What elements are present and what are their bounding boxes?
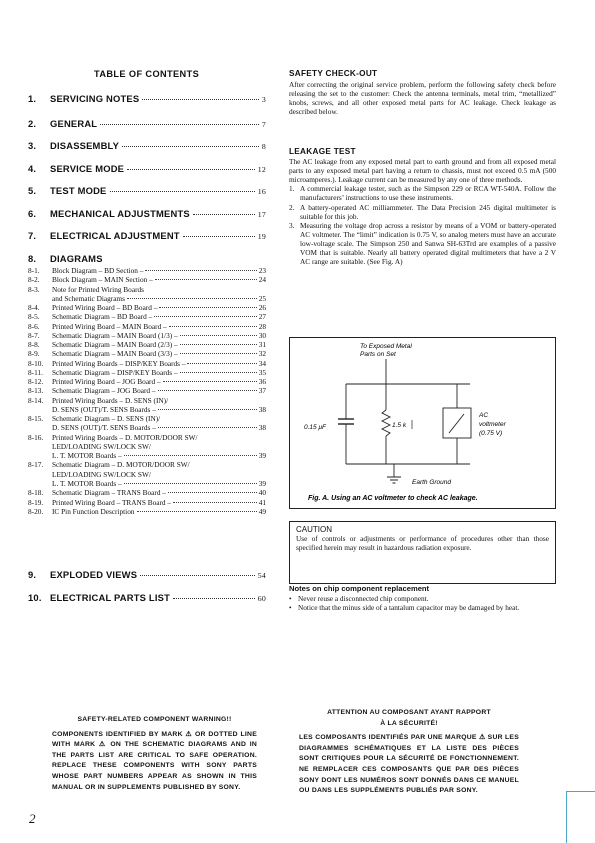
toc-leader-dots xyxy=(187,363,256,364)
toc-entry-label: LED/LOADING SW/LOCK SW/ xyxy=(52,441,151,451)
toc-entry-label: Printed Wiring Board – JOG Board – xyxy=(52,377,161,387)
toc-entry-label: Block Diagram – MAIN Section – xyxy=(52,275,153,285)
toc-entry-page: 24 xyxy=(258,275,266,285)
toc-entry-page: 39 xyxy=(258,478,266,488)
safety-checkout-section xyxy=(289,69,556,116)
ground-label: Earth Ground xyxy=(412,479,452,486)
toc-entry-label: GENERAL xyxy=(50,118,98,129)
toc-entry-label: Printed Wiring Board – BD Board – xyxy=(52,303,158,313)
toc-entry-page: 38 xyxy=(258,423,266,433)
toc-leader-dots xyxy=(100,124,259,125)
toc-leader-dots xyxy=(180,353,257,354)
toc-entry-number: 8-8. xyxy=(28,340,40,350)
toc-entry-page: 39 xyxy=(258,451,266,461)
toc-entry-page: 7 xyxy=(261,120,266,129)
toc-leader-dots xyxy=(193,214,255,215)
toc-entry-label: Schematic Diagram – DISP/KEY Boards – xyxy=(52,367,178,377)
toc-entry-number: 6. xyxy=(28,208,37,219)
toc-entry[interactable] xyxy=(28,569,266,580)
toc-entry-label: ELECTRICAL PARTS LIST xyxy=(50,592,170,603)
toc-entry-label: D. SENS (OUT)/T. SENS Boards – xyxy=(52,423,156,433)
figure-label-top-2: Parts on Set xyxy=(360,351,396,358)
toc-diagram-entry[interactable] xyxy=(28,460,266,469)
toc-leader-dots xyxy=(124,483,257,484)
toc-leader-dots xyxy=(173,502,257,503)
toc-diagram-entry[interactable] xyxy=(28,423,266,432)
toc-entry-label: SERVICE MODE xyxy=(50,163,125,174)
toc-entry-number: 8. xyxy=(28,253,37,264)
toc-entry-page: 49 xyxy=(258,506,266,516)
toc-leader-dots xyxy=(127,169,255,170)
toc-diagram-entry[interactable] xyxy=(28,349,266,358)
toc-leader-dots xyxy=(168,492,257,493)
toc-entry-number: 8-17. xyxy=(28,460,44,470)
toc-entry-number: 8-16. xyxy=(28,432,44,442)
toc-leader-dots xyxy=(180,335,257,336)
toc-entry-label: L. T. MOTOR Boards – xyxy=(52,451,122,461)
toc-diagram-entry[interactable] xyxy=(28,451,266,460)
toc-entry-page: 30 xyxy=(258,330,266,340)
toc-entry-label: Note for Printed Wiring Boards xyxy=(52,284,144,294)
toc-diagram-entry[interactable] xyxy=(28,377,266,386)
toc-title: TABLE OF CONTENTS xyxy=(94,69,200,79)
toc-entry-number: 8-13. xyxy=(28,386,44,396)
toc-diagram-entry[interactable] xyxy=(28,294,266,303)
toc-diagram-entry[interactable] xyxy=(28,340,266,349)
list-item: 2. A battery-operated AC milliammeter. The Data Precision 245 digital multimeter is suitable for this job. xyxy=(289,202,556,221)
list-item: 3. Measuring the voltage drop across a resistor by means of a VOM or battery-operated AC voltmeter. The “limit” indication is 0.75 V, so analog meters must have an accurate low-voltage scale. The Simpson 250 and Sanwa SH-63Trd are examples of a passive VOM that is suitable. Nearly all battery operated digital multimeters that have a 2 V AC range are suitable. (See Fig. A) xyxy=(289,220,556,267)
toc-entry-page: 31 xyxy=(258,340,266,350)
meter-label-3: (0.75 V) xyxy=(479,430,503,437)
safety-warning-english xyxy=(52,715,257,793)
toc-entry-page: 12 xyxy=(257,165,266,174)
warning-fr-title-1: ATTENTION AU COMPOSANT AYANT RAPPORT xyxy=(327,709,491,716)
toc-entry-label: DIAGRAMS xyxy=(50,253,103,264)
toc-entry-label: IC Pin Function Description xyxy=(52,506,135,516)
toc-leader-dots xyxy=(158,409,257,410)
toc-entry-number: 8-7. xyxy=(28,330,40,340)
toc-entry-page: 27 xyxy=(258,312,266,322)
toc-entry-label: Schematic Diagram – D. MOTOR/DOOR SW/ xyxy=(52,460,190,470)
toc-diagram-entry[interactable] xyxy=(28,414,266,423)
warning-en-body: COMPONENTS IDENTIFIED BY MARK ⚠ OR DOTTED LINE WITH MARK ⚠ ON THE SCHEMATIC DIAGRAMS AND IN THE PARTS LIST ARE CRITICAL TO SAFE OPERATION. REPLACE THESE COMPONENTS WITH SONY PARTS WHOSE PART NUMBERS APPEAR AS SHOWN IN THIS MANUAL OR IN SUPPLEMENTS PUBLISHED BY SONY. xyxy=(52,730,257,791)
toc-leader-dots xyxy=(122,146,259,147)
toc-diagram-entry[interactable] xyxy=(28,359,266,368)
caution-box xyxy=(289,521,556,584)
toc-entry-page: 41 xyxy=(258,497,266,507)
toc-diagram-entry[interactable] xyxy=(28,275,266,284)
toc-entry-number: 2. xyxy=(28,118,37,129)
toc-entry-number: 3. xyxy=(28,140,37,151)
caution-body: Use of controls or adjustments or performance of procedures other than those specified herein may result in hazardous radiation exposure. xyxy=(296,534,549,553)
toc-entry-number: 10. xyxy=(28,592,42,603)
toc-diagram-entry[interactable] xyxy=(28,331,266,340)
toc-entry[interactable] xyxy=(28,163,266,174)
toc-entry-label: Block Diagram – BD Section – xyxy=(52,266,144,275)
leakage-test-body: The AC leakage from any exposed metal part to earth ground and from all exposed metal parts to any exposed metal part having a return to chassis, must not exceed 0.5 mA (500 microamperes.). Leakage current can be measured by any one of three methods. xyxy=(289,157,556,185)
toc-leader-dots xyxy=(110,191,255,192)
toc-entry[interactable] xyxy=(28,208,266,219)
toc-leader-dots xyxy=(159,307,256,308)
list-item: • Never reuse a disconnected chip component. xyxy=(289,594,429,604)
warning-fr-body: LES COMPOSANTS IDENTIFIÉS PAR UNE MARQUE ⚠ SUR LES DIAGRAMMES SCHÉMATIQUES ET LA LISTE DES PIÈCES SONT CRITIQUES POUR LA SÉCURITÉ DE FONCTIONNEMENT. NE REMPLACER CES COMPOSANTS QUE PAR DES PIÈCES SONY DONT LES NUMÉROS SONT DONNÉS DANS CE MANUEL OU DANS LES SUPPLÉMENTS PUBLIÉS PAR SONY. xyxy=(299,734,519,795)
safety-checkout-title: SAFETY CHECK-OUT xyxy=(289,69,378,78)
toc-entry-number: 8-1. xyxy=(28,266,40,275)
list-item: 1. A commercial leakage tester, such as the Simpson 229 or RCA WT-540A. Follow the manufacturers’ instructions to use these instruments. xyxy=(289,184,556,203)
toc-entry-label: ELECTRICAL ADJUSTMENT xyxy=(50,230,180,241)
toc-entry-page: 37 xyxy=(258,386,266,396)
toc-entry-label: Schematic Diagram – MAIN Board (1/3) – xyxy=(52,330,178,340)
toc-leader-dots xyxy=(154,316,256,317)
toc-leader-dots xyxy=(140,575,255,576)
toc-diagram-entry[interactable] xyxy=(28,266,266,275)
meter-label-2: voltmeter xyxy=(479,421,506,428)
toc-entry-page: 26 xyxy=(258,303,266,313)
toc-entry-number: 8-9. xyxy=(28,349,40,359)
toc-entry-number: 1. xyxy=(28,93,37,104)
toc-diagram-entry[interactable] xyxy=(28,488,266,497)
toc-entry-number: 8-3. xyxy=(28,284,40,294)
toc-entry-number: 8-5. xyxy=(28,312,40,322)
toc-entry-page: 3 xyxy=(261,95,266,104)
toc-leader-dots xyxy=(169,326,257,327)
toc-diagram-entry[interactable] xyxy=(28,479,266,488)
toc-entry-label: L. T. MOTOR Boards – xyxy=(52,478,122,488)
warning-fr-title-2: À LA SÉCURITÉ! xyxy=(380,719,438,727)
leakage-test-section xyxy=(289,147,556,266)
figure-caption: Fig. A. Using an AC voltmeter to check AC leakage. xyxy=(308,495,478,502)
toc-entry-label: Printed Wiring Boards – DISP/KEY Boards – xyxy=(52,358,186,368)
toc-leader-dots xyxy=(180,372,257,373)
toc-entry[interactable] xyxy=(28,230,266,241)
toc-entry-page: 40 xyxy=(258,488,266,498)
figure-label-top-1: To Exposed Metal xyxy=(360,343,412,350)
toc-entry-label: Printed Wiring Board – MAIN Board – xyxy=(52,321,167,331)
toc-leader-dots xyxy=(127,298,257,299)
toc-entry-label: Schematic Diagram – MAIN Board (2/3) – xyxy=(52,340,178,350)
toc-diagram-entry[interactable] xyxy=(28,433,266,442)
toc-diagram-entry[interactable] xyxy=(28,498,266,507)
toc-entry-page: 35 xyxy=(258,367,266,377)
toc-entry-label: Schematic Diagram – JOG Board – xyxy=(52,386,156,396)
toc-entry-number: 4. xyxy=(28,163,37,174)
toc-leader-dots xyxy=(145,270,256,271)
toc-entry[interactable] xyxy=(28,140,266,151)
toc-diagram-entry[interactable] xyxy=(28,442,266,451)
toc-leader-dots xyxy=(158,427,257,428)
toc-diagram-entry[interactable] xyxy=(28,507,266,516)
toc-entry-number: 8-20. xyxy=(28,506,44,516)
toc-entry[interactable] xyxy=(28,253,266,264)
toc-entry-page: 32 xyxy=(258,349,266,359)
toc-entry-number: 8-19. xyxy=(28,497,44,507)
leakage-methods-list xyxy=(289,184,556,266)
toc-leader-dots xyxy=(180,344,257,345)
toc-entry-number: 5. xyxy=(28,185,37,196)
toc-entry-number: 8-2. xyxy=(28,275,40,285)
toc-entry-page: 28 xyxy=(258,321,266,331)
safety-warning-french xyxy=(299,708,519,797)
toc-entry-label: Printed Wiring Board – TRANS Board – xyxy=(52,497,172,507)
toc-entry-page: 8 xyxy=(261,142,266,151)
toc-entry-page: 25 xyxy=(258,293,266,303)
toc-entry[interactable] xyxy=(28,592,266,603)
toc-entry-page: 17 xyxy=(257,210,266,219)
toc-entry-page: 54 xyxy=(257,571,266,580)
toc-entry-label: Printed Wiring Boards – D. SENS (IN)/ xyxy=(52,395,169,405)
toc-entry-number: 8-6. xyxy=(28,321,40,331)
toc-entry-label: D. SENS (OUT)/T. SENS Boards – xyxy=(52,404,156,414)
toc-diagram-entry[interactable] xyxy=(28,405,266,414)
toc-entry-number: 8-4. xyxy=(28,303,40,313)
capacitor-label: 0.15 μF xyxy=(304,424,326,431)
toc-entry-page: 34 xyxy=(258,358,266,368)
toc-entry-number: 8-18. xyxy=(28,488,44,498)
toc-entry[interactable] xyxy=(28,93,266,104)
toc-entry-label: Schematic Diagram – TRANS Board – xyxy=(52,488,166,498)
toc-entry-label: and Schematic Diagrams xyxy=(52,293,125,303)
toc-leader-dots xyxy=(183,236,255,237)
toc-diagram-entry[interactable] xyxy=(28,368,266,377)
toc-entry-page: 23 xyxy=(258,266,266,275)
list-item: • Notice that the minus side of a tantalum capacitor may be damaged by heat. xyxy=(289,603,520,613)
safety-checkout-body: After correcting the original service problem, perform the following safety check before releasing the set to the customer: Check the antenna terminals, metal trim, “metallized” knobs, screws, and all other exposed metal parts for AC leakage. Check leakage as described below. xyxy=(289,80,556,117)
toc-entry-number: 9. xyxy=(28,569,37,580)
toc-diagram-entry[interactable] xyxy=(28,396,266,405)
toc-entry-number: 8-10. xyxy=(28,358,44,368)
toc-diagram-entry[interactable] xyxy=(28,312,266,321)
figure-a-box xyxy=(289,337,556,509)
toc-entry-number: 8-15. xyxy=(28,414,44,424)
toc-leader-dots xyxy=(173,598,255,599)
toc-entry-page: 60 xyxy=(257,594,266,603)
toc-entry-number: 8-14. xyxy=(28,395,44,405)
meter-label-1: AC xyxy=(479,412,489,419)
toc-leader-dots xyxy=(142,99,259,100)
toc-diagram-entry[interactable] xyxy=(28,322,266,331)
resistor-label: 1.5 k xyxy=(392,422,407,429)
toc-leader-dots xyxy=(158,390,257,391)
toc-entry[interactable] xyxy=(28,118,266,129)
toc-leader-dots xyxy=(155,279,257,280)
toc-diagram-entry[interactable] xyxy=(28,285,266,294)
toc-entry-label: Printed Wiring Boards – D. MOTOR/DOOR SW/ xyxy=(52,432,198,442)
toc-entry[interactable] xyxy=(28,185,266,196)
caution-title: CAUTION xyxy=(296,525,332,534)
toc-entry-label: LED/LOADING SW/LOCK SW/ xyxy=(52,469,151,479)
resistor-symbol xyxy=(382,410,390,436)
toc-entry-label: TEST MODE xyxy=(50,185,107,196)
toc-entry-label: Schematic Diagram – D. SENS (IN)/ xyxy=(52,414,161,424)
toc-entry-label: Schematic Diagram – BD Board – xyxy=(52,312,153,322)
toc-entry-number: 8-11. xyxy=(28,367,43,377)
toc-leader-dots xyxy=(124,455,257,456)
leakage-test-circuit-diagram xyxy=(290,338,555,508)
warning-en-title: SAFETY-RELATED COMPONENT WARNING!! xyxy=(77,716,232,723)
page-corner-tab xyxy=(566,791,595,843)
toc-entry-label: EXPLODED VIEWS xyxy=(50,569,138,580)
chip-notes-title: Notes on chip component replacement xyxy=(289,584,430,593)
toc-diagram-entry[interactable] xyxy=(28,470,266,479)
toc-entry-number: 8-12. xyxy=(28,377,44,387)
toc-entry-label: Schematic Diagram – MAIN Board (3/3) – xyxy=(52,349,178,359)
toc-entry-page: 16 xyxy=(257,187,266,196)
toc-diagram-entry[interactable] xyxy=(28,303,266,312)
toc-diagram-entry[interactable] xyxy=(28,386,266,395)
toc-leader-dots xyxy=(163,381,257,382)
toc-entry-label: DISASSEMBLY xyxy=(50,140,120,151)
chip-notes-section xyxy=(289,584,556,612)
toc-entry-page: 38 xyxy=(258,404,266,414)
toc-entry-page: 36 xyxy=(258,377,266,387)
toc-entry-page: 19 xyxy=(257,232,266,241)
leakage-test-title: LEAKAGE TEST xyxy=(289,147,356,156)
toc-leader-dots xyxy=(137,511,257,512)
toc-entry-number: 7. xyxy=(28,230,37,241)
toc-entry-label: MECHANICAL ADJUSTMENTS xyxy=(50,208,190,219)
toc-entry-label: SERVICING NOTES xyxy=(50,93,140,104)
page-number: 2 xyxy=(29,811,36,826)
